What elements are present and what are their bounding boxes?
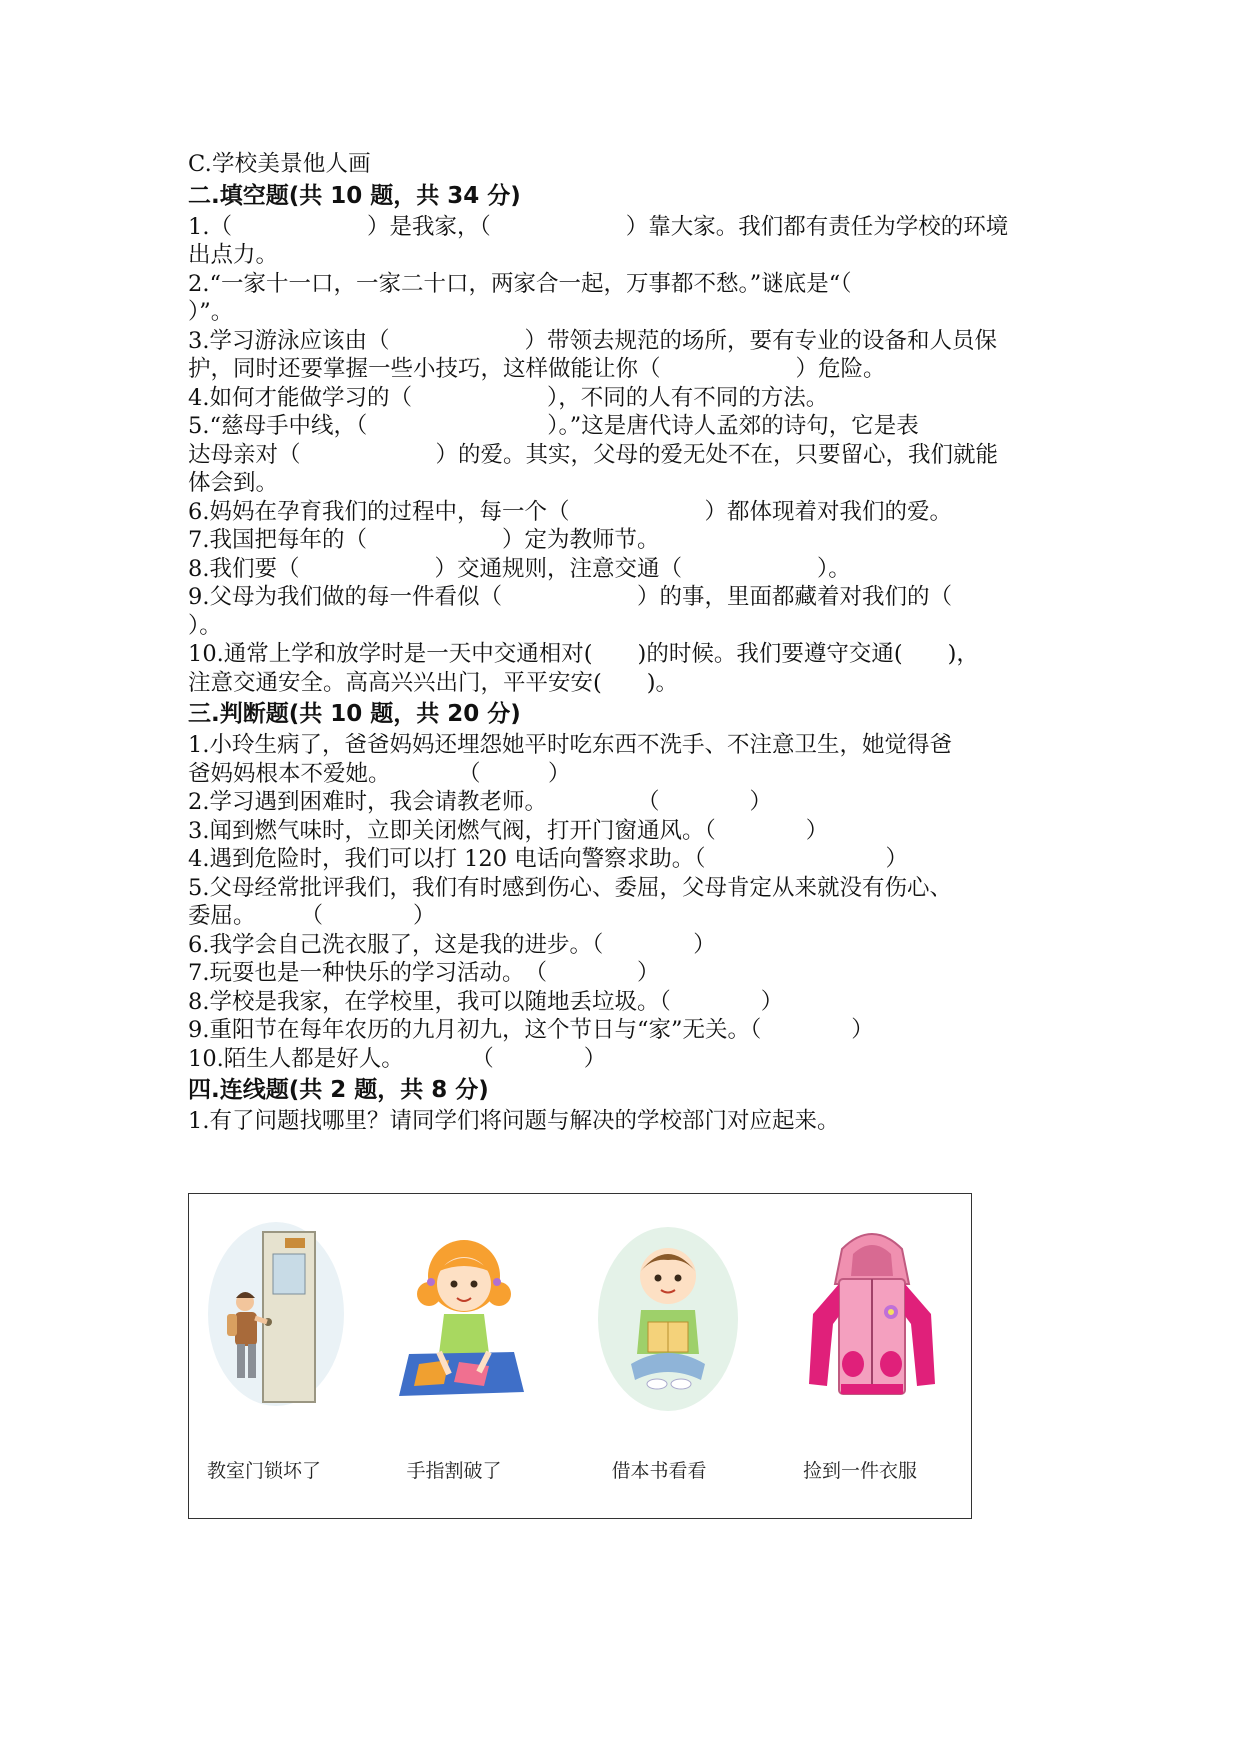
- figure-caption: 教室门锁坏了: [206, 1460, 321, 1482]
- matching-figure: [188, 1193, 972, 1519]
- question-line: 7.我国把每年的（ ）定为教师节。: [188, 527, 660, 553]
- question-line: 5.父母经常批评我们，我们有时感到伤心、委屈，父母肯定从来就没有伤心、: [188, 874, 952, 901]
- question-line: 3.闻到燃气味时，立即关闭燃气阀，打开门窗通风。（ ）: [188, 817, 829, 844]
- question-line: 9.重阳节在每年农历的九月初九，这个节日与“家”无关。（ ）: [188, 1017, 874, 1043]
- section-2-heading: 二.填空题(共 10 题，共 34 分): [188, 182, 521, 209]
- question-line: 7.玩耍也是一种快乐的学习活动。 （ ）: [188, 960, 660, 986]
- question-line: 1.（ ）是我家，（ ）靠大家。我们都有责任为学校的环境: [188, 213, 1009, 240]
- figure-caption: 借本书看看: [611, 1460, 707, 1482]
- girl-cutting-paper-illustration: [389, 1214, 539, 1414]
- section-3-heading: 三.判断题(共 10 题，共 20 分): [188, 701, 521, 727]
- question-line: 达母亲对（ ）的爱。其实，父母的爱无处不在，只要留心，我们就能: [188, 441, 999, 468]
- question-line: 8.学校是我家，在学校里，我可以随地丢垃圾。（ ）: [188, 988, 784, 1015]
- question-line: 出点力。: [188, 242, 279, 268]
- question-line: 1.小玲生病了，爸爸妈妈还埋怨她平时吃东西不洗手、不注意卫生，她觉得爸: [188, 732, 952, 758]
- question-line: 2.“一家十一口，一家二十口，两家合一起，万事都不愁。”谜底是“（: [188, 270, 852, 297]
- question-line: 委屈。 （ ）: [188, 903, 436, 929]
- worksheet-page: [188, 150, 1068, 1136]
- question-line: 9.父母为我们做的每一件看似（ ）的事，里面都藏着对我们的（: [188, 584, 952, 610]
- question-line: 5.“慈母手中线，（ ）。”这是唐代诗人孟郊的诗句，它是表: [188, 413, 919, 439]
- question-line: 10.陌生人都是好人。 （ ）: [188, 1045, 607, 1072]
- question-line: 6.我学会自己洗衣服了，这是我的进步。（ ）: [188, 931, 716, 958]
- question-line: 体会到。: [188, 470, 279, 496]
- section-2-fill-blank: [188, 213, 1068, 698]
- question-line: 8.我们要（ ）交通规则，注意交通（ ）。: [188, 555, 851, 582]
- question-line: 4.遇到危险时，我们可以打 120 电话向警察求助。（ ）: [188, 846, 908, 872]
- question-line: 注意交通安全。高高兴兴出门，平平安安( )。: [188, 669, 679, 696]
- figure-caption: 手指割破了: [406, 1460, 502, 1482]
- section-3-true-false: [188, 731, 1068, 1073]
- figure-caption: 捡到一件衣服: [802, 1460, 917, 1482]
- question-line: 6.妈妈在孕育我们的过程中，每一个（ ）都体现着对我们的爱。: [188, 498, 952, 525]
- question-line: ）”。: [188, 299, 234, 325]
- question-line: 2.学习遇到困难时，我会请教老师。 （ ）: [188, 789, 772, 815]
- choice-option-c: C.学校美景他人画: [188, 151, 371, 177]
- boy-reading-book-illustration: [593, 1214, 743, 1414]
- question-line: 3.学习游泳应该由（ ）带领去规范的场所，要有专业的设备和人员保: [188, 327, 997, 354]
- question-line: 4.如何才能做学习的（ ），不同的人有不同的方法。: [188, 384, 829, 411]
- question-line: 10.通常上学和放学时是一天中交通相对( )的时候。我们要遵守交通( )，: [188, 641, 979, 667]
- question-line: 爸妈妈根本不爱她。 （ ）: [188, 760, 571, 787]
- section-4-heading: 四.连线题(共 2 题，共 8 分): [188, 1077, 489, 1103]
- locked-door-illustration: [201, 1214, 351, 1414]
- question-line: ）。: [188, 612, 222, 639]
- pink-jacket-illustration: [797, 1214, 947, 1414]
- question-line: 护，同时还要掌握一些小技巧，这样做能让你（ ）危险。: [188, 356, 886, 382]
- question-line: 1.有了问题找哪里？请同学们将问题与解决的学校部门对应起来。: [188, 1108, 840, 1134]
